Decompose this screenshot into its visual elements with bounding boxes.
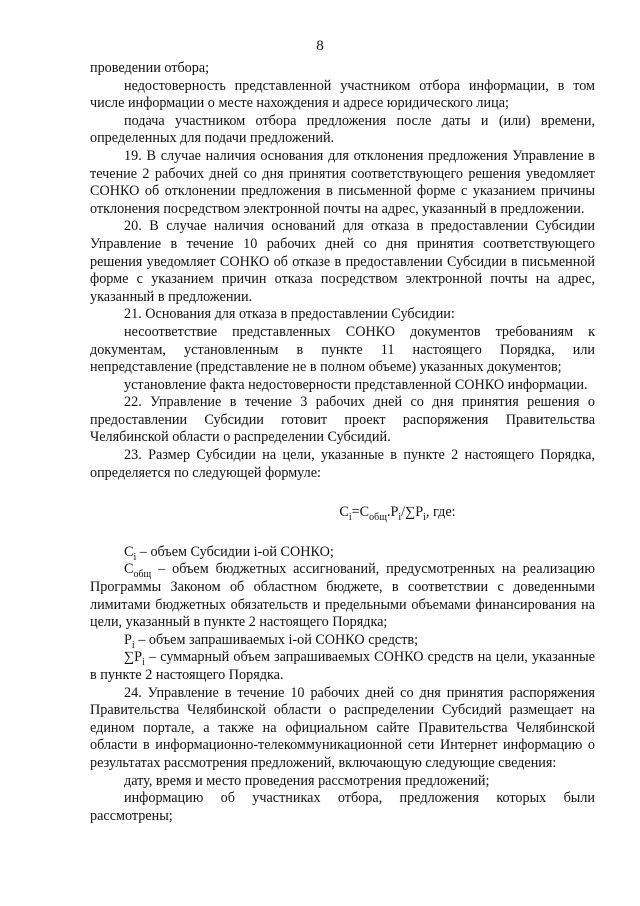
paragraph: проведении отбора;: [90, 60, 210, 76]
page-number: 8: [316, 38, 324, 54]
definition-pi: $P_i$ – объем запрашиваемых i-ой СОНКО средств;: [124, 631, 419, 651]
paragraph-item-24: 24. Управление в течение 10 рабочих дней со дня принятия распоряжения Правительства Челябинской области о распределении Субсидий размещает на едином портале, а также на официальном сайте Правительства Челябинской области в информационно-телекоммуникационной сети Интернет информацию о результатах рассмотрения предложений, включающую следующие сведения:: [90, 684, 595, 771]
paragraph-item-23: 23. Размер Субсидии на цели, указанные в пункте 2 настоящего Порядка, определяется по следующей формуле:: [90, 447, 595, 481]
paragraph-item-19: 19. В случае наличия основания для отклонения предложения Управление в течение 2 рабочих дней со дня принятия соответствующего решения уведомляет СОНКО об отклонении предложения в письменной форме с указанием причины отклонения посредством электронной почты на адрес, указанный в предложении.: [90, 147, 595, 217]
definition-ci: $C_i$ – объем Субсидии i-ой СОНКО;: [124, 543, 334, 563]
paragraph: подача участником отбора предложения после даты и (или) времени, определенных для подачи предложений.: [90, 112, 595, 147]
paragraph-item-21: 21. Основания для отказа в предоставлении Субсидии:: [124, 306, 455, 323]
document-body: [90, 60, 595, 825]
definition-cobsch: $C_{общ}$ – объем бюджетных ассигнований, предусмотренных на реализацию Программы Законом об областном бюджете, в соответствии с доведенными лимитами бюджетных обязательств и предельными объемами финансирования на цели, указанный в пункте 2 настоящего Порядка;: [90, 561, 595, 631]
paragraph: недостоверность представленной участником отбора информации, в том числе информации о месте нахождения и адресе юридического лица;: [90, 77, 595, 112]
paragraph: несоответствие представленных СОНКО документов требованиям к документам, установленным в пункте 11 настоящего Порядка, или непредставление (представление не в полном объеме) указанных документов;: [90, 323, 595, 376]
paragraph: информацию об участниках отбора, предложения которых были рассмотрены;: [90, 790, 595, 824]
definition-sum-pi: $\sum P_i$ – суммарный объем запрашиваемых СОНКО средств на цели, указанные в пункте 2 настоящего Порядка.: [90, 649, 595, 683]
paragraph-item-22: 22. Управление в течение 3 рабочих дней со дня принятия решения о предоставлении Субсидии готовит проект распоряжения Правительства Челябинской области о распределении Субсидий.: [90, 394, 595, 446]
paragraph: дату, время и место проведения рассмотрения предложений;: [124, 772, 490, 789]
subsidy-formula: $C_i=C_{общ}.P_i/\sum P_i$, где:: [339, 504, 456, 524]
paragraph-item-20: 20. В случае наличия оснований для отказа в предоставлении Субсидии Управление в течение 10 рабочих дней со дня принятия соответствующего решения уведомляет СОНКО об отказе в предоставлении Субсидии в письменной форме с указанием причин отказа посредством электронной почты на адрес, указанный в предложении.: [90, 218, 595, 305]
paragraph: установление факта недостоверности представленной СОНКО информации.: [124, 376, 588, 393]
